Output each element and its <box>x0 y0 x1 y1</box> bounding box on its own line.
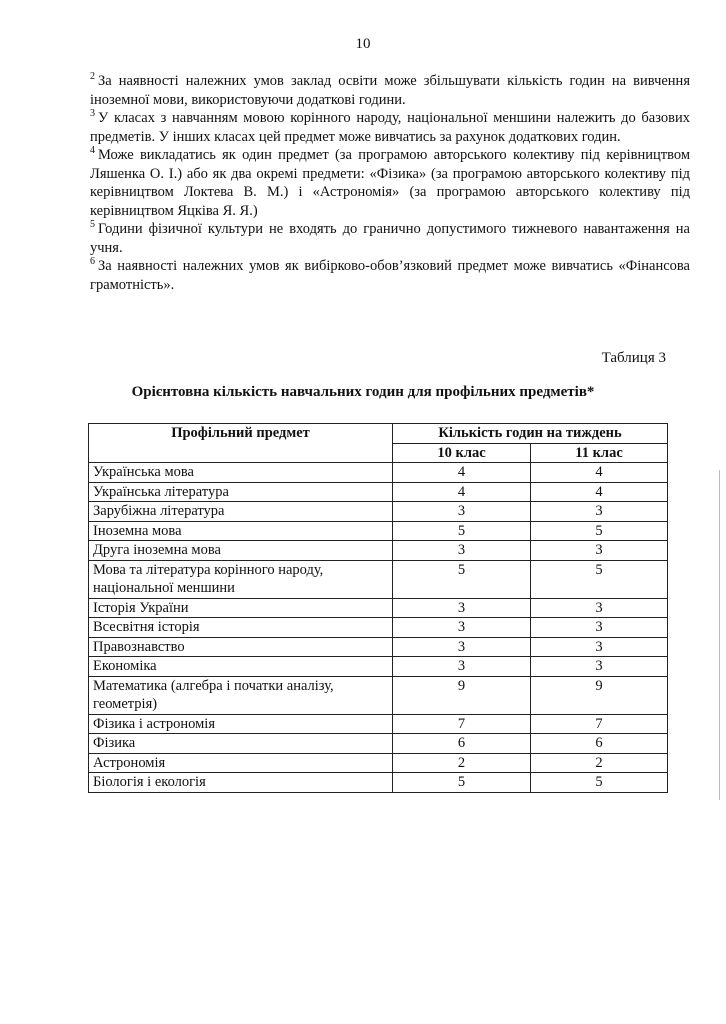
cell-grade-10: 5 <box>393 560 531 598</box>
cell-grade-11: 9 <box>531 676 668 714</box>
table-row <box>89 657 668 677</box>
cell-subject: Економіка <box>89 657 393 677</box>
table-row <box>89 541 668 561</box>
cell-grade-10: 4 <box>393 482 531 502</box>
table-row <box>89 502 668 522</box>
header-subject: Профільний предмет <box>89 424 393 463</box>
table-row <box>89 482 668 502</box>
cell-grade-11: 3 <box>531 502 668 522</box>
header-grade-11: 11 клас <box>531 443 668 463</box>
cell-grade-11: 7 <box>531 714 668 734</box>
cell-subject: Астрономія <box>89 753 393 773</box>
cell-subject: Українська література <box>89 482 393 502</box>
table-header-row <box>89 424 668 444</box>
page-number: 10 <box>355 36 371 52</box>
cell-grade-11: 5 <box>531 521 668 541</box>
cell-grade-10: 3 <box>393 541 531 561</box>
cell-grade-10: 3 <box>393 618 531 638</box>
cell-grade-10: 2 <box>393 753 531 773</box>
table-row <box>89 560 668 598</box>
footnote-mark: 6 <box>90 256 95 268</box>
table-row <box>89 637 668 657</box>
header-grade-10: 10 клас <box>393 443 531 463</box>
footnote <box>90 72 690 109</box>
footnote-mark: 2 <box>90 71 95 83</box>
cell-subject: Мова та література корінного народу, національної меншини <box>89 560 393 598</box>
footnote-text: За наявності належних умов як вибірково-обов’язковий предмет може вивчатись «Фінансова грамотність». <box>90 258 690 293</box>
cell-grade-11: 3 <box>531 618 668 638</box>
cell-grade-11: 5 <box>531 773 668 793</box>
hours-table <box>88 423 668 793</box>
table-title: Орієнтовна кількість навчальних годин для профільних предметів* <box>131 384 595 400</box>
footnote-text: За наявності належних умов заклад освіти може збільшувати кількість годин на вивчення іноземної мови, використовуючи додаткові години. <box>90 73 690 108</box>
cell-grade-11: 3 <box>531 637 668 657</box>
cell-subject: Українська мова <box>89 463 393 483</box>
cell-grade-10: 5 <box>393 521 531 541</box>
table-row <box>89 676 668 714</box>
footnote-text: Години фізичної культури не входять до гранично допустимого тижневого навантаження на учня. <box>90 221 690 256</box>
cell-grade-11: 3 <box>531 541 668 561</box>
footnote <box>90 220 690 257</box>
cell-grade-10: 3 <box>393 637 531 657</box>
cell-grade-11: 3 <box>531 598 668 618</box>
table-body <box>89 463 668 793</box>
table-caption: Таблиця 3 <box>601 350 666 366</box>
footnote-text: У класах з навчанням мовою корінного народу, національної меншини належить до базових предметів. У інших класах цей предмет може вивчатись за рахунок додаткових годин. <box>90 110 690 145</box>
footnote <box>90 109 690 146</box>
cell-subject: Фізика <box>89 734 393 754</box>
cell-grade-11: 4 <box>531 463 668 483</box>
cell-grade-10: 3 <box>393 502 531 522</box>
footnote-mark: 3 <box>90 108 95 120</box>
cell-grade-11: 4 <box>531 482 668 502</box>
table-row <box>89 618 668 638</box>
header-hours: Кількість годин на тиждень <box>393 424 668 444</box>
table-row <box>89 734 668 754</box>
footnote-text: Може викладатись як один предмет (за програмою авторського колективу під керівництвом Ляшенка О. І.) або як два окремі предмети: «Фізика» (за програмою авторського колективу під керівництвом Локтева В. М.) і «Астрономія» (за програмою авторського колективу під керівництвом Яцківа Я. Я.) <box>90 147 690 219</box>
table-row <box>89 598 668 618</box>
cell-subject: Фізика і астрономія <box>89 714 393 734</box>
footnote-mark: 4 <box>90 145 95 157</box>
table-row <box>89 714 668 734</box>
footnotes <box>90 72 690 294</box>
cell-grade-10: 7 <box>393 714 531 734</box>
footnote <box>90 146 690 220</box>
cell-subject: Всесвітня історія <box>89 618 393 638</box>
cell-grade-10: 3 <box>393 657 531 677</box>
cell-grade-10: 9 <box>393 676 531 714</box>
cell-grade-11: 2 <box>531 753 668 773</box>
cell-subject: Історія України <box>89 598 393 618</box>
cell-subject: Іноземна мова <box>89 521 393 541</box>
cell-subject: Правознавство <box>89 637 393 657</box>
footnote <box>90 257 690 294</box>
cell-grade-11: 6 <box>531 734 668 754</box>
cell-grade-10: 3 <box>393 598 531 618</box>
cell-grade-10: 6 <box>393 734 531 754</box>
table-row <box>89 463 668 483</box>
footnote-mark: 5 <box>90 219 95 231</box>
cell-grade-11: 3 <box>531 657 668 677</box>
cell-grade-11: 5 <box>531 560 668 598</box>
cell-subject: Біологія і екологія <box>89 773 393 793</box>
cell-grade-10: 4 <box>393 463 531 483</box>
table-row <box>89 521 668 541</box>
table-row <box>89 773 668 793</box>
scan-edge-line <box>719 470 720 800</box>
cell-subject: Друга іноземна мова <box>89 541 393 561</box>
table-row <box>89 753 668 773</box>
cell-grade-10: 5 <box>393 773 531 793</box>
cell-subject: Зарубіжна література <box>89 502 393 522</box>
cell-subject: Математика (алгебра і початки аналізу, геометрія) <box>89 676 393 714</box>
